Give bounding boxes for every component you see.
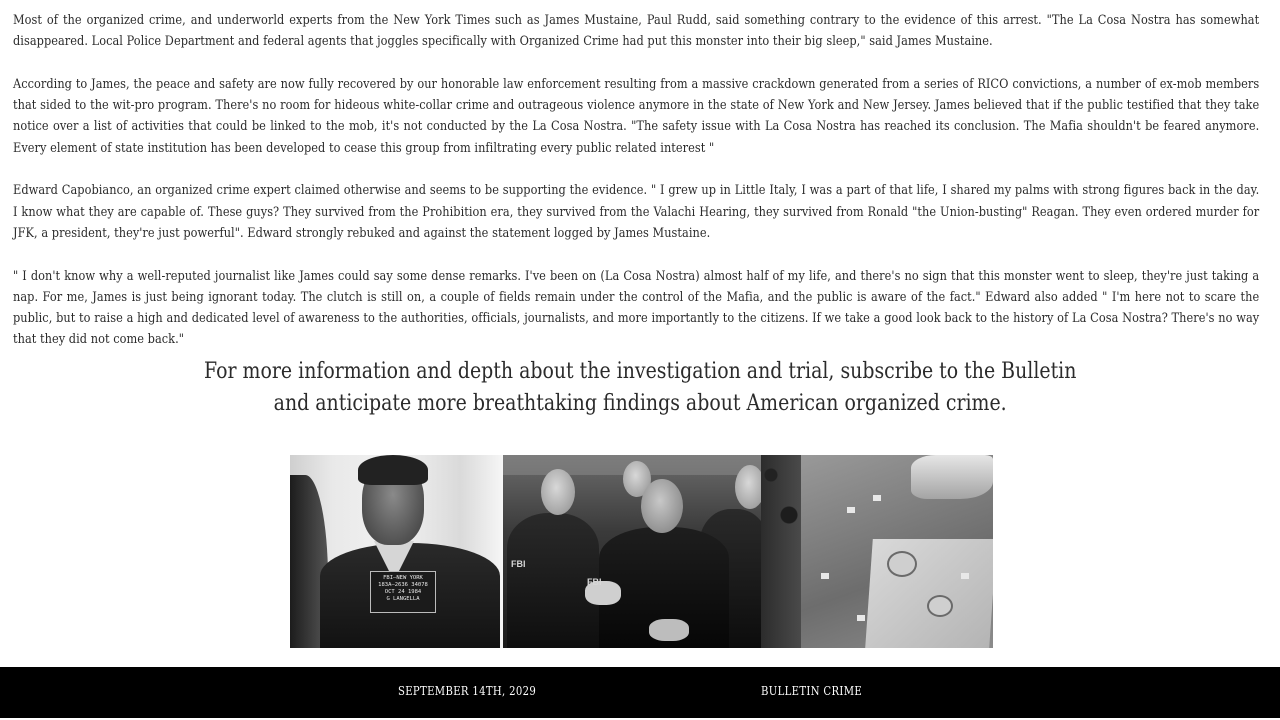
- subscribe-callout-line-1: For more information and depth about the investigation and trial, subscribe to the Bulletin: [203, 359, 1077, 384]
- debris-piece: [857, 615, 865, 621]
- agent-left-face: [541, 469, 575, 515]
- fbi-jacket-label-center: FBI: [587, 577, 602, 587]
- table-plate: [927, 595, 953, 617]
- scene-victim: [911, 455, 993, 499]
- article-paragraph-4: " I don't know why a well-reputed journalist like James could say some dense remarks. I've been on (La Cosa Nostra) almost half of my life, and there's no sign that this monster went to sleep, they're just taking a nap. For me, James is just being ignorant today. The clutch is still on, a couple of fields remain under the control of the Mafia, and the public is aware of the fact." Edward also added " I'm here not to scare the public, but to raise a high and dedicated level of awareness to the authorities, officials, journalists, and more importantly to the citizens. If we take a good look back to the history of La Cosa Nostra? There's no way that they did not come back.": [13, 268, 1260, 348]
- article-paragraph-1: Most of the organized crime, and underworld experts from the New York Times such as James Mustaine, Paul Rudd, said something contrary to the evidence of this arrest. "The La Cosa Nostra has somewhat disappeared. Local Police Department and federal agents that joggles specifically with Organized Crime had put this monster into their big sleep," said James Mustaine.: [13, 13, 1260, 50]
- placard-line-2: 183A—2636 34078: [378, 582, 428, 588]
- placard-line-3: OCT 24 1984: [384, 589, 422, 595]
- debris-piece: [847, 507, 855, 513]
- article-paragraph-3: Edward Capobianco, an organized crime expert claimed otherwise and seems to be supporting the evidence. " I grew up in Little Italy, I was a part of that life, I shared my palms with strong figures back in the day. I know what they are capable of. These guys? They survived from the Prohibition era, they survived from the Valachi Hearing, they survived from Ronald "the Union-busting" Reagan. They even ordered murder for JFK, a president, they're just powerful". Edward strongly rebuked and against the statement logged by James Mustaine.: [13, 183, 1260, 241]
- page-footer: [0, 667, 1280, 718]
- subscribe-callout-line-2: and anticipate more breathtaking findings about American organized crime.: [273, 391, 1007, 416]
- agent-right-face: [735, 465, 761, 509]
- suspect-hair: [358, 455, 428, 485]
- fbi-arrest-photo: [503, 455, 761, 648]
- photo-collage: [290, 455, 993, 648]
- article-body: [13, 10, 1259, 372]
- fbi-jacket-label-left: FBI: [511, 559, 526, 569]
- footer-brand: BULLETIN CRIME: [761, 684, 863, 698]
- debris-piece: [821, 573, 829, 579]
- table-plate: [887, 551, 917, 577]
- placard-line-1: FBI—NEW YORK: [383, 575, 423, 581]
- outdoor-table: [865, 539, 993, 648]
- ivy-wall: [761, 455, 801, 648]
- mugshot-photo: [290, 455, 503, 648]
- article-paragraph-2: According to James, the peace and safety are now fully recovered by our honorable law enforcement resulting from a massive crackdown generated from a series of RICO convictions, a number of ex-mob members that sided to the wit-pro program. There's no room for hideous white-collar crime and outrageous violence anymore in the state of New York and New Jersey. James believed that if the public testified that they take notice over a list of activities that could be linked to the mob, it's not conducted by the La Cosa Nostra. "The safety issue with La Cosa Nostra has reached its conclusion. The Mafia shouldn't be feared anymore. Every element of state institution has been developed to cease this group from infiltrating every public related interest ": [13, 76, 1260, 156]
- crime-scene-photo: [761, 455, 993, 648]
- placard-line-4: G LANGELLA: [386, 596, 420, 602]
- fbi-agent-left: [507, 513, 599, 648]
- debris-piece: [961, 573, 969, 579]
- subscribe-callout: [0, 356, 1280, 420]
- footer-date: SEPTEMBER 14TH, 2029: [398, 684, 537, 698]
- suspect-face: [641, 479, 683, 533]
- debris-piece: [873, 495, 881, 501]
- handcuffed-hands: [649, 619, 689, 641]
- mugshot-placard: [370, 571, 436, 613]
